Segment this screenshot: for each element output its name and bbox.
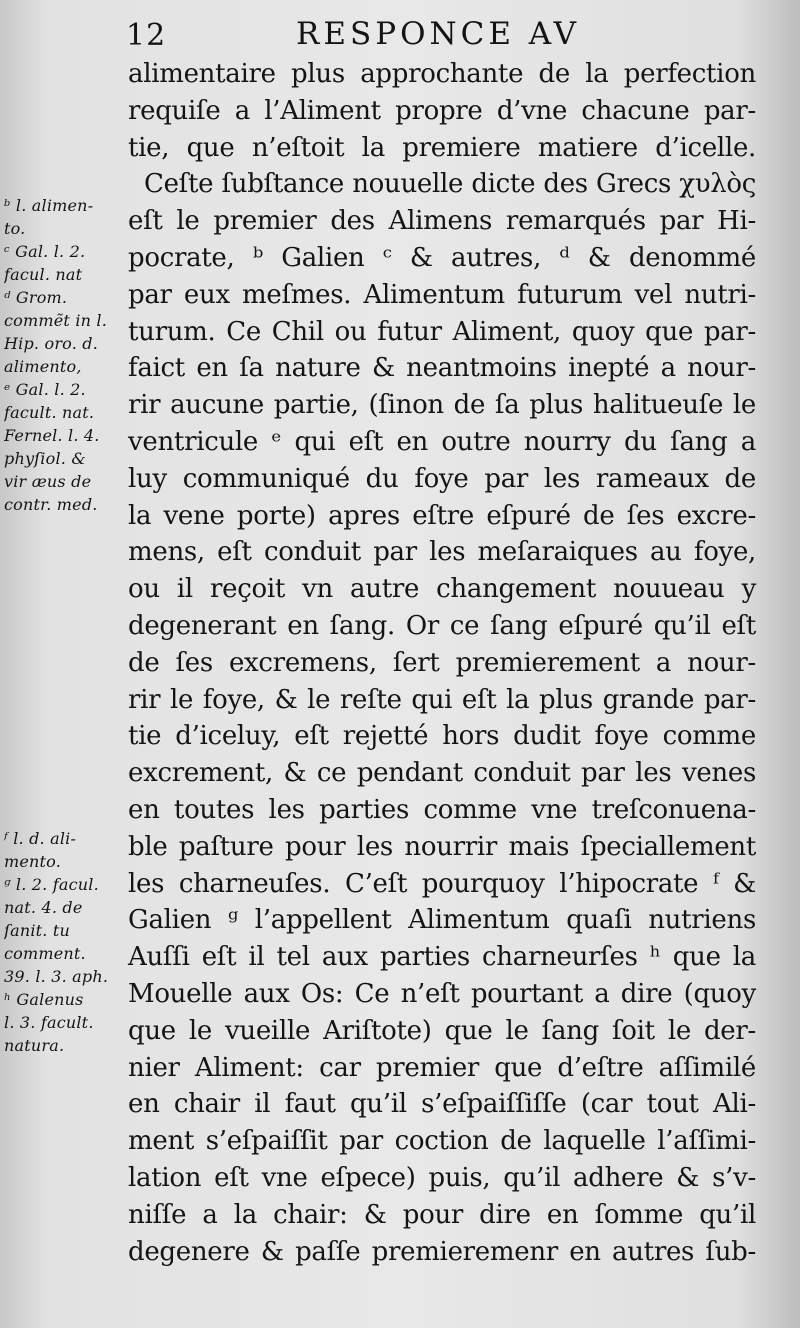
margin-note-line: ᶠ l. d. ali- [4, 829, 77, 848]
body-text [128, 56, 756, 1270]
margin-note-line: ᵇ l. alimen- [4, 196, 94, 215]
margin-note-line: facul. nat [4, 265, 83, 284]
text-line: nier Aliment: car premier que d’eſtre aſſimilé [128, 1052, 756, 1083]
margin-note-line: 39. l. 3. aph. [4, 967, 109, 986]
text-line: turum. Ce Chil ou futur Aliment, quoy que par- [128, 316, 756, 347]
text-line: faict en ſa nature & neantmoins inepté a nour- [128, 353, 756, 384]
text-line: rir aucune partie, (ſinon de ſa plus halitueuſe le [128, 390, 756, 421]
text-line: Auſſi eſt il tel aux parties charneurſes ʰ que la [128, 942, 756, 973]
text-line: par eux meſmes. Alimentum futurum vel nutri- [128, 279, 756, 310]
margin-note-line: natura. [4, 1036, 65, 1055]
margin-notes-upper [4, 194, 132, 516]
text-line: eſt le premier des Alimens remarqués par Hi- [128, 206, 756, 237]
text-line: ventricule ᵉ qui eſt en outre nourry du ſang a [128, 426, 756, 457]
text-line: requiſe a l’Aliment propre d’vne chacune par- [128, 95, 756, 126]
margin-note-line: ᵉ Gal. l. 2. [4, 380, 86, 399]
text-line: tie d’iceluy, eſt rejetté hors dudit foye comme [128, 721, 756, 752]
text-line: Ceſte ſubſtance nouuelle dicte des Grecs χυλὸς [144, 169, 756, 200]
text-line: degenere & paſſe premieremenr en autres ſub- [128, 1236, 756, 1267]
running-head [0, 12, 800, 52]
margin-note-line: nat. 4. de [4, 898, 83, 917]
margin-note-line: phyſiol. & [4, 449, 86, 468]
margin-note-line: mento. [4, 852, 62, 871]
text-line: pocrate, ᵇ Galien ᶜ & autres, ᵈ & denommé [128, 242, 756, 273]
margin-note-line: alimento, [4, 357, 82, 376]
margin-note-line: ſanit. tu [4, 921, 71, 940]
text-line: Galien ᵍ l’appellent Alimentum quaſi nutriens [128, 905, 756, 936]
text-line: tie, que n’eſtoit la premiere matiere d’icelle. [128, 132, 756, 163]
margin-note-line: vir æus de [4, 472, 92, 491]
margin-note-line: ʰ Galenus [4, 990, 84, 1009]
margin-note-line: ᶜ Gal. l. 2. [4, 242, 86, 261]
margin-note-line: facult. nat. [4, 403, 95, 422]
margin-note-line: to. [4, 219, 26, 238]
text-line: rir le foye, & le reſte qui eſt la plus grande par- [128, 684, 756, 715]
text-line: degenerant en ſang. Or ce ſang eſpuré qu’il eſt [128, 610, 756, 641]
margin-note-line: comment. [4, 944, 86, 963]
text-line: de ſes excremens, ſert premierement a nour- [128, 647, 756, 678]
margin-note-line: ᵈ Grom. [4, 288, 68, 307]
margin-note-line: l. 3. facult. [4, 1013, 94, 1032]
margin-note-line: contr. med. [4, 495, 98, 514]
text-line: ou il reçoit vn autre changement nouueau y [128, 574, 756, 605]
text-line: la vene porte) apres eſtre eſpuré de ſes excre- [128, 500, 756, 531]
margin-notes-lower [4, 827, 132, 1057]
page-number: 12 [126, 18, 167, 53]
text-line: ble paſture pour les nourrir mais ſpeciallement [128, 831, 756, 862]
running-title: RESPONCE AV [296, 16, 581, 52]
text-line: en toutes les parties comme vne treſconuena- [128, 794, 756, 825]
text-line: mens, eſt conduit par les meſaraiques au foye, [128, 537, 756, 568]
text-line: lation eſt vne eſpece) puis, qu’il adhere & s’v- [128, 1162, 756, 1193]
text-line: ment s’eſpaiſſit par coction de laquelle l’aſſimi- [128, 1126, 756, 1157]
margin-note-line: Fernel. l. 4. [4, 426, 100, 445]
text-line: que le vueille Ariſtote) que le ſang ſoit le der- [128, 1015, 756, 1046]
text-line: Mouelle aux Os: Ce n’eſt pourtant a dire (quoy [128, 978, 756, 1009]
margin-note-line: commẽt in l. [4, 311, 108, 330]
margin-note-line: ᵍ l. 2. facul. [4, 875, 99, 894]
text-line: en chair il faut qu’il s’eſpaiſſiſſe (car tout Ali- [128, 1089, 756, 1120]
margin-note-line: Hip. oro. d. [4, 334, 99, 353]
text-line: niſſe a la chair: & pour dire en ſomme qu’il [128, 1199, 756, 1230]
text-line: excrement, & ce pendant conduit par les venes [128, 758, 756, 789]
text-line: alimentaire plus approchante de la perfection [128, 59, 756, 89]
text-line: luy communiqué du foye par les rameaux de [128, 463, 756, 494]
text-line: les charneuſes. C’eſt pourquoy l’hipocrate ᶠ & [128, 868, 756, 899]
